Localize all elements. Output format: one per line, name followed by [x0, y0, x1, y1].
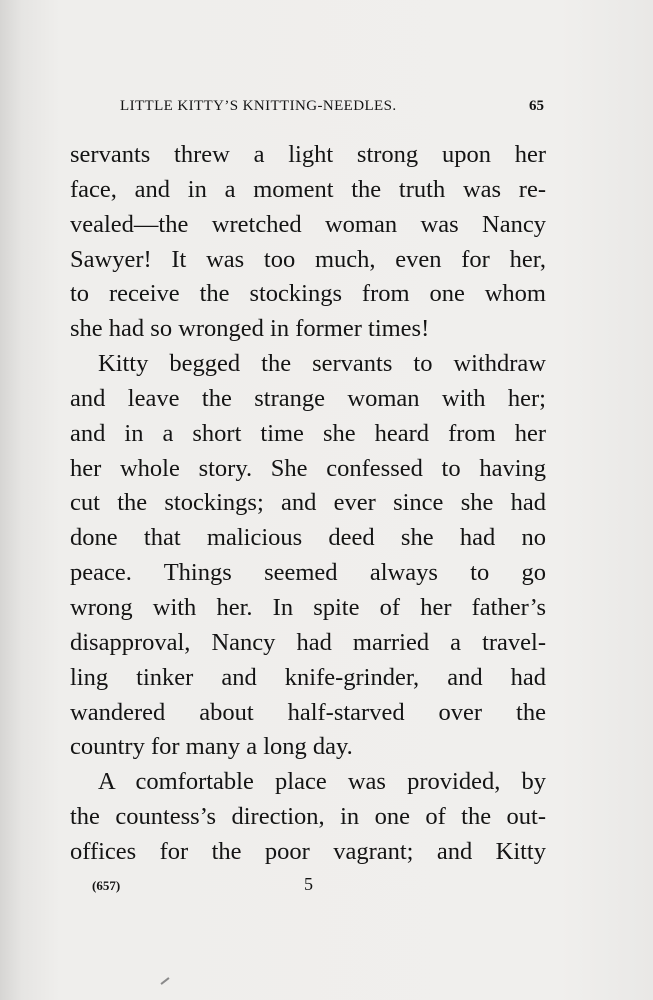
stray-pen-mark: [160, 977, 169, 985]
text-line: wrong with her. In spite of her father’s: [70, 593, 546, 621]
text-line: to receive the stockings from one whom: [70, 280, 546, 308]
text-line: servants threw a light strong upon her: [70, 141, 546, 168]
text-line: peace. Things seemed always to go: [70, 559, 546, 587]
body-text: [70, 138, 546, 870]
text-line: wandered about half-starved over the: [70, 698, 546, 726]
paragraph-start-line: Kitty begged the servants to withdraw: [98, 350, 546, 378]
text-line: face, and in a moment the truth was re-: [70, 175, 546, 203]
text-line: country for many a long day.: [70, 733, 353, 761]
text-line: the countess’s direction, in one of the out-: [70, 803, 546, 831]
print-code: (657): [92, 878, 121, 893]
signature-mark: 5: [304, 874, 313, 894]
text-line: she had so wronged in former times!: [70, 315, 430, 343]
page-number: 65: [529, 98, 544, 114]
running-title: LITTLE KITTY’S KNITTING-NEEDLES.: [120, 98, 397, 114]
text-line: ling tinker and knife-grinder, and had: [70, 663, 546, 691]
text-line: vealed—the wretched woman was Nancy: [70, 210, 546, 238]
text-line: offices for the poor vagrant; and Kitty: [70, 837, 546, 865]
text-line: her whole story. She confessed to having: [70, 454, 546, 482]
text-line: cut the stockings; and ever since she had: [70, 489, 546, 517]
text-line: and in a short time she heard from her: [70, 419, 546, 447]
text-line: and leave the strange woman with her;: [70, 384, 546, 412]
page-footer: [92, 874, 332, 902]
text-line: done that malicious deed she had no: [70, 524, 546, 552]
text-line: disapproval, Nancy had married a travel-: [70, 628, 546, 656]
paragraph-start-line: A comfortable place was provided, by: [98, 768, 546, 796]
running-head: [120, 98, 544, 126]
text-line: Sawyer! It was too much, even for her,: [70, 245, 546, 273]
